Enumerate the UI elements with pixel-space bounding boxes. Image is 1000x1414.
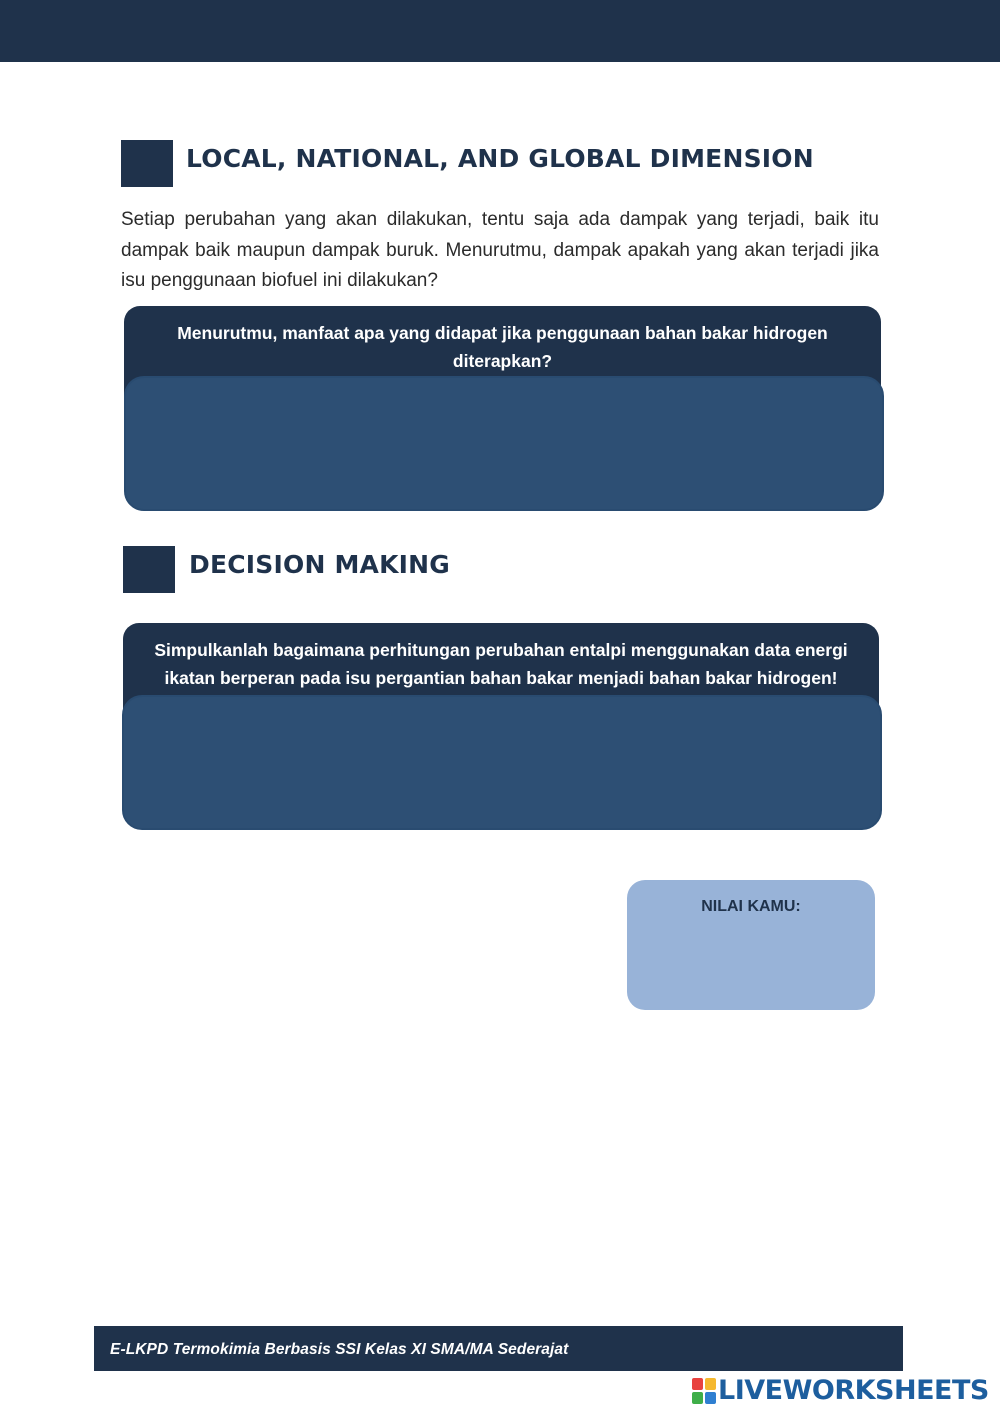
section-marker-square (123, 546, 175, 593)
liveworksheets-icon (692, 1378, 716, 1404)
section-intro-paragraph: Setiap perubahan yang akan dilakukan, tentu saja ada dampak yang terjadi, baik itu dampak baik maupun dampak buruk. Menurutmu, dampak apakah yang akan terjadi jika isu penggunaan biofuel ini dilakukan? (121, 209, 879, 291)
question-1-line-1: Menurutmu, manfaat apa yang didapat jika penggunaan bahan bakar hidrogen (177, 323, 828, 343)
answer-input-2[interactable] (122, 695, 882, 830)
question-1-line-2: diterapkan? (452, 351, 553, 371)
section-marker-square (121, 140, 173, 187)
score-box (627, 880, 875, 1010)
section-heading-global-dimension: LOCAL, NATIONAL, AND GLOBAL DIMENSION (186, 144, 814, 173)
question-2-line-2: ikatan berperan pada isu pergantian bahan bakar menjadi bahan bakar hidrogen! (164, 668, 838, 688)
score-label: NILAI KAMU: (701, 898, 801, 915)
footer-bar (94, 1326, 903, 1371)
answer-input-1[interactable] (124, 376, 884, 511)
footer-text: E-LKPD Termokimia Berbasis SSI Kelas XI SMA/MA Sederajat (110, 1341, 569, 1358)
section-heading-decision-making: DECISION MAKING (189, 550, 451, 579)
top-banner (0, 0, 1000, 62)
question-2-line-1: Simpulkanlah bagaimana perhitungan perubahan entalpi menggunakan data energi (154, 640, 848, 660)
liveworksheets-wordmark: LIVEWORKSHEETS (718, 1375, 989, 1406)
